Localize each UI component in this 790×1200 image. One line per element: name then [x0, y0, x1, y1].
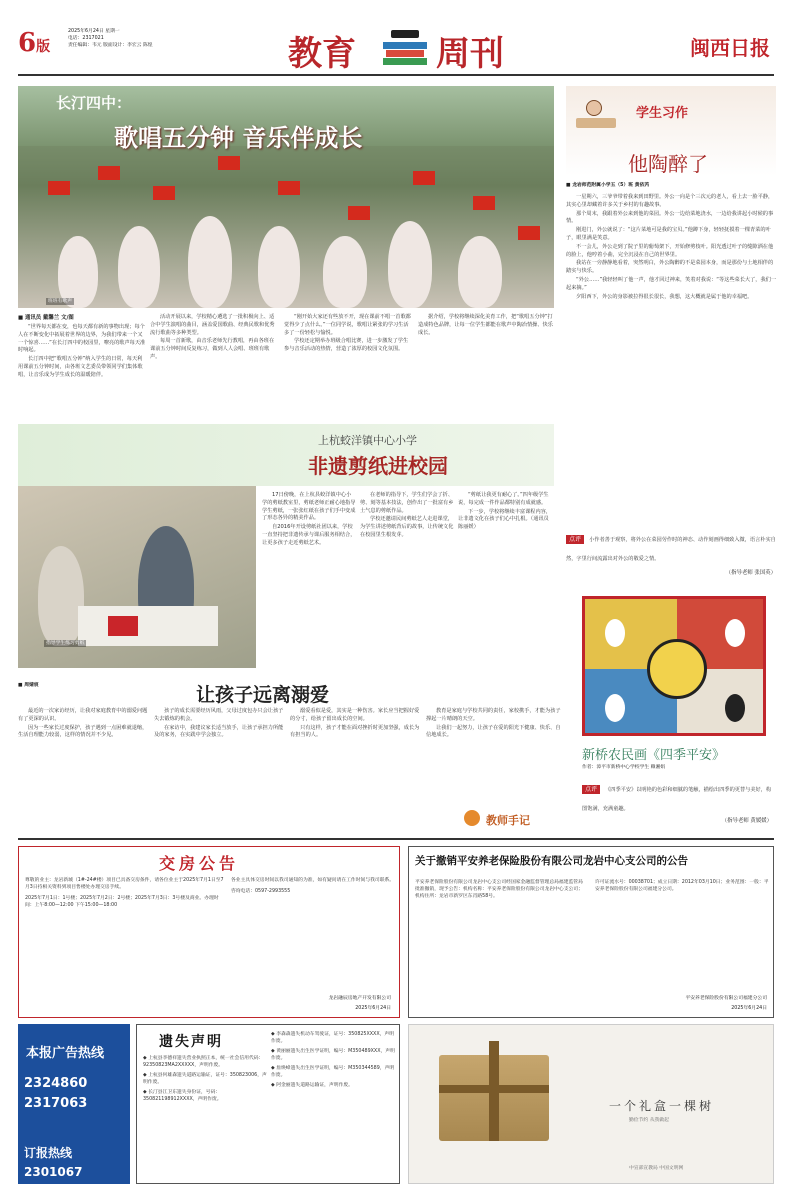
paragraph: 下一步，学校将继续丰富课程内容，让非遗文化在孩子们心中扎根。（通讯员 陈丽媛）	[458, 508, 552, 531]
paragraph: 夕阳西下，外公的身影被拉得很长很长，我想，这大概就是属于他的幸福吧。	[576, 293, 753, 300]
comment-teacher: （指导老师 张国英）	[725, 570, 776, 576]
paragraph: 在老师的指导下，学生们学会了折、剪、刻等基本技法，创作出了一批富有乡土气息的剪纸作品。	[360, 492, 454, 514]
ad-hotline-numbers: 2324860 2317063	[24, 1076, 88, 1111]
papercut-photo-caption: 指导学生练习剪纸	[46, 641, 85, 646]
insurance-right-text: 许可证流水号：00038701；成立日期：2012年03月10日；业务范围：一般：平安养老保险股份有限公司福建分公司。	[595, 880, 769, 892]
page-number-digit: 6	[18, 28, 37, 58]
paragraph: 17日傍晚，在上杭县蛟洋镇中心小学的剪纸教室里，剪纸老师正耐心地指导学生剪纸，一张张红纸在孩子们手中变成了形态各异的精美作品。	[262, 492, 356, 522]
paragraph: 教育是家庭与学校共同的责任，家校携手，才能为孩子撑起一片晴朗的天空。	[426, 708, 561, 722]
paragraph: 一星期六，三爷爷带着我来到田野里。外公一向是个三次元的老人，看上去一脸平静，其实心里却藏着许多关于乡村的有趣故事。	[566, 194, 774, 208]
housing-left-text-2: 2025年7月1日：1号楼；2025年7月2日：2号楼；2025年7月3日：3号楼及商业。办理时间：上午8:00—12:00 下午15:00—18:00	[25, 896, 219, 908]
lead-col-1	[18, 324, 146, 381]
student-work-header	[566, 86, 776, 176]
painting-author: 作者：漳平市新桥中心学校学生 赖湘娟	[582, 765, 666, 770]
papercut-col-2	[360, 492, 454, 541]
section-title-left: 教育	[288, 34, 356, 74]
psa-ad	[408, 1024, 774, 1184]
lost-col-right	[271, 1031, 395, 1089]
student-work-body	[566, 194, 776, 302]
lost-col-left	[143, 1055, 267, 1103]
painting-title: 新桥农民画《四季平安》	[582, 748, 726, 763]
drowning-col-3	[290, 708, 422, 741]
housing-notice	[18, 846, 400, 1018]
paragraph: “外公……”我轻轻叫了他一声，他才回过神来，笑着对我说：“等这些菜长大了，我们一起来摘。”	[566, 276, 777, 291]
papercut-col-1	[262, 492, 356, 549]
paragraph: 让我们一起努力，让孩子在爱的阳光下健康、快乐、自信地成长。	[426, 724, 561, 739]
drowning-byline: ■ 周婧宸	[18, 683, 39, 688]
lost-item: ◆ 阿金丽遗失道路运输证，声明作废。	[271, 1083, 353, 1088]
lost-item: ◆ 黄丽丽遗失出生医学证明，编号：M350489XXX，声明作废。	[271, 1049, 395, 1061]
comment-teacher: （指导老师 黄媛媛）	[721, 818, 772, 824]
lead-photo-caption: 班班有歌声	[48, 299, 72, 304]
subscription-hotline	[24, 1142, 124, 1180]
paragraph: 最近的一次家访经历，让我对家庭教育中的溺爱问题有了更深的认识。	[18, 708, 148, 722]
insurance-notice	[408, 846, 774, 1018]
date-line: 2025年6月24日 星期一	[68, 29, 120, 34]
papercut-school: 上杭蛟洋镇中心小学	[318, 434, 417, 447]
teacher-notes-badge	[464, 808, 554, 830]
paragraph: 活动开展以来，学校精心遴选了一批积极向上、适合中学生演唱的曲目，涵盖爱国歌曲、经典民歌和优秀流行歌曲等多种类型。	[150, 314, 275, 336]
paragraph: 学校还邀请民间剪纸艺人走进课堂，为学生讲述剪纸背后的故事，让传统文化在校园里生根发芽。	[360, 516, 454, 538]
paragraph: 只有这样，孩子才能在面对挫折时更加坚强，成长为有担当的人。	[290, 724, 420, 739]
paragraph: 据介绍，学校将继续深化美育工作，把“歌唱五分钟”打造成特色品牌，让每一位学生都能在歌声中陶冶情操、快乐成长。	[418, 314, 553, 336]
student-work-tag: 学生习作	[636, 106, 689, 121]
student-work-comment	[566, 526, 776, 576]
lead-headline: 歌唱五分钟 音乐伴成长	[114, 124, 363, 152]
papercut-banner	[18, 424, 554, 486]
housing-right	[231, 877, 395, 895]
lead-col-3	[284, 314, 412, 355]
hotline-box	[18, 1024, 130, 1184]
lead-photo	[18, 86, 554, 308]
papercut-photo	[18, 486, 256, 668]
masthead-info	[68, 28, 218, 49]
housing-date: 2025年6月24日	[355, 1006, 391, 1011]
comment-text: 小作者善于观察，将外公在菜园劳作时的神态、动作刻画得细致入微，语言朴实自然，字里行间流露出对外公的敬爱之情。	[566, 537, 776, 562]
papercut-headline: 非遗剪纸进校园	[308, 454, 448, 478]
paragraph: “世界每天都在变，也每天都有新的事物出现；每个人在不断变化中拓展着世界的边界，为我们带来一个又一个惊喜……”在长汀四中的校园里，嘹亮的歌声每天准时响起。	[18, 324, 146, 354]
comment-text: 《四季平安》以明艳的色彩和细腻的笔触，描绘出四季的更替与美好，构图饱满，充满童趣。	[582, 787, 772, 812]
lead-kicker: 长汀四中：	[56, 94, 132, 112]
paragraph: 那个周末，我跟着外公来到他的菜园。外公一边给菜地浇水，一边给我讲起小时候的事情。	[566, 210, 774, 225]
comment-tag: 点评	[566, 535, 584, 544]
housing-left	[25, 877, 225, 909]
paragraph: 孩子的成长需要经历风雨，父母过度包办只会让孩子失去锻炼的机会。	[154, 708, 284, 722]
lead-col-2	[150, 314, 278, 363]
lead-col-4	[418, 314, 554, 338]
comment-tag: 点评	[582, 785, 600, 794]
insurance-sign: 平安养老保险股份有限公司福建分公司	[685, 996, 767, 1001]
insurance-left-text: 平安养老保险股份有限公司龙岩中心支公司经国家金融监督管理总局福建监管局批准撤销，现予公告：机构名称：平安养老保险股份有限公司龙岩中心支公司；机构住所：龙岩市新罗区东肖路58号。	[415, 880, 583, 899]
lost-item: ◆ 李森森遗失机动车驾驶证，证号：350825XXXX，声明作废。	[271, 1032, 395, 1044]
drowning-headline: 让孩子远离溺爱	[196, 684, 330, 706]
paragraph: 自2016年开设剪纸社团以来，学校一直坚持把非遗传承与课后服务相结合，让更多孩子走近剪纸艺术。	[262, 524, 356, 546]
newspaper-name: 闽西日报	[690, 36, 770, 60]
editors-line: 责任编辑：韦元 版面设计：李宏云 陈煌	[68, 43, 153, 48]
phone-line: 电话：2317021	[68, 36, 104, 41]
paragraph: 我站在一旁静静地看着，突然明白，外公陶醉的不是菜园本身，而是那份与土地相伴的踏实与快乐。	[566, 260, 774, 275]
lost-item: ◆ 上杭县何雄森遗失道路运输证，证号：350823006，声明作废。	[143, 1073, 267, 1085]
paragraph: 长汀四中把“歌唱五分钟”纳入学生的日常，每天利用课前五分钟时间，由各班文艺委员带领同学们集体歌唱，让音乐成为学生成长的温暖陪伴。	[18, 356, 143, 378]
teacher-notes-label: 教师手记	[486, 814, 530, 827]
gift-box-image	[439, 1041, 549, 1141]
paragraph: 每周一首新歌，由音乐老师先行教唱，再由各班在课前五分钟时间反复练习，做到人人会唱、班班有歌声。	[150, 338, 275, 360]
student-work-title: 他陶醉了	[628, 152, 708, 176]
sub-hotline-number: 2301067	[24, 1165, 83, 1179]
housing-left-text: 尊敬的业主：龙岩新城（1#-24#楼）项目已具备交房条件，请各位业主于2025年7月1日至7月3日持相关资料到项目售楼处办理交房手续。	[25, 878, 224, 890]
psa-slogan: 一个礼盒一棵树	[609, 1099, 715, 1113]
drowning-col-4	[426, 708, 564, 741]
student-work-section	[566, 86, 776, 594]
writing-child-icon	[576, 100, 616, 130]
lost-title: 遗失声明	[159, 1034, 223, 1050]
paragraph: 学校还定期举办班级合唱比赛，进一步激发了学生参与音乐活动的热情，营造了浓厚的校园文化氛围。	[284, 338, 409, 353]
section-title	[288, 22, 548, 72]
paragraph: 因为一些家长过度保护，孩子遇到一点困难就退缩，生活自理能力较弱，这样的情况并不少见。	[18, 724, 148, 739]
housing-right-text-2: 咨询电话：0597-2993555	[231, 889, 291, 894]
drowning-col-1	[18, 708, 150, 741]
lost-notice	[136, 1024, 400, 1184]
book-stack-icon	[383, 30, 427, 66]
lost-item: ◆ 上杭县李德祥遗失营业执照正本，统一社会信用代码：92350823MA2XXXXX，声明作废。	[143, 1056, 264, 1068]
student-work-author: ■ 龙岩师范附属小学五（5）班 黄依芮	[566, 183, 650, 188]
lost-item: ◆ 长汀县江卫东遗失身份证，号码：350821198912XXXX，声明作废。	[143, 1090, 222, 1102]
paragraph: “剪纸让我更有耐心了。”四年级学生说，每完成一件作品都特别有成就感。	[458, 492, 549, 506]
sub-hotline-label: 订报热线	[24, 1146, 73, 1160]
paragraph: 溺爱看似是爱，其实是一种伤害。家长应当把握好爱的分寸，给孩子留出成长的空间。	[290, 708, 420, 722]
painting-comment	[582, 776, 772, 824]
psa-footer: 中宣部宣教局 中国文明网	[629, 1166, 684, 1171]
masthead	[18, 22, 774, 76]
section-title-right: 周刊	[436, 34, 504, 74]
folk-painting	[582, 596, 766, 736]
page-number	[18, 28, 50, 58]
flower-icon	[464, 810, 480, 826]
psa-sub: 勤俭节约 从我做起	[629, 1118, 669, 1123]
paragraph: 在家访中，我建议家长适当放手，让孩子承担力所能及的家务，在实践中学会独立。	[154, 724, 284, 739]
drowning-col-2	[154, 708, 286, 741]
paragraph: “刚开始大家还有些放不开，现在课前不唱一首歌都觉得少了点什么。”一位同学说，歌唱让紧张的学习生活多了一份轻松与愉悦。	[284, 314, 411, 336]
housing-sign: 龙岩融辰房地产开发有限公司	[328, 996, 391, 1001]
ad-hotline-label: 本报广告热线	[26, 1046, 105, 1061]
housing-right-text: 各业主具体交房时间以我司通知的为准，如有疑问请在工作时间与我司联系。	[231, 878, 395, 883]
lead-byline: ■ 通讯员 戴馨兰 文/图	[18, 315, 74, 321]
insurance-title: 关于撤销平安养老保险股份有限公司龙岩中心支公司的公告	[415, 855, 688, 867]
page-number-suffix: 版	[36, 39, 51, 55]
papercut-col-3	[458, 492, 554, 533]
lost-item: ◆ 詹焕峰遗失出生医学证明，编号：M350344589，声明作废。	[271, 1066, 395, 1078]
paragraph: 刚进门，外公就说了：“这片菜地可是我的宝贝。”他蹲下身，轻轻抚摸着一棵青菜的叶子，眼里满是笑意。	[566, 227, 771, 241]
insurance-date: 2025年6月24日	[731, 1006, 767, 1011]
housing-title: 交房公告	[159, 854, 240, 873]
paragraph: 不一会儿，外公走到了院子里的葡萄架下，开始修剪枝叶。阳光透过叶子的缝隙洒在他的脸上，他哼着小曲，完全沉浸在自己的世界里。	[566, 243, 774, 258]
